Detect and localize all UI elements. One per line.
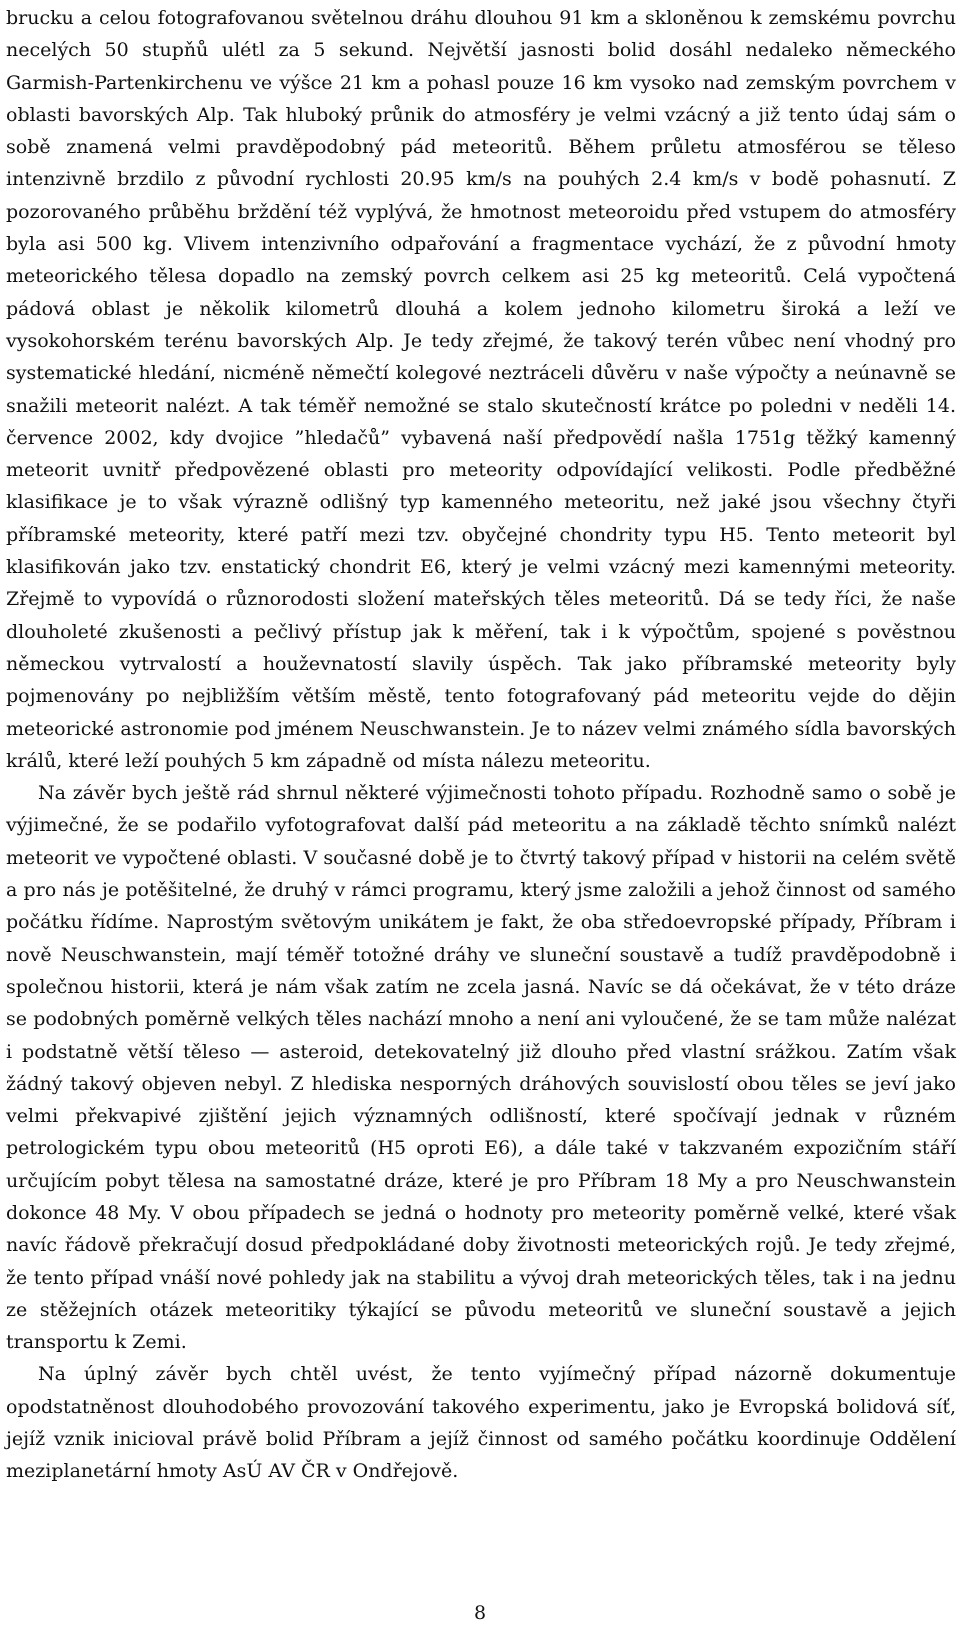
paragraph-2: Na závěr bych ještě rád shrnul některé výjimečnosti tohoto případu. Rozhodně samo o sobě je výjimečné, že se podařilo vyfotografovat další pád meteoritu a na základě těchto snímků nalézt meteorit ve vypočtené oblasti. V současné době je to čtvrtý takový případ v historii na celém světě a pro nás je potěšitelné, že druhý v rámci programu, který jsme založili a jehož činnost od samého počátku řídíme. Naprostým světovým unikátem je fakt, že oba středoevropské případy, Příbram i nově Neuschwanstein, mají téměř totožné dráhy ve sluneční soustavě a tudíž pravděpodobně i společnou historii, která je nám však zatím ne zcela jasná. Navíc se dá očekávat, že v této dráze se podobných poměrně velkých těles nachází mnoho a není ani vyloučené, že se tam může nalézat i podstatně větší těleso — asteroid, detekovatelný již dlouho před vlastní srážkou. Zatím však žádný takový objeven nebyl. Z hlediska nesporných dráhových souvislostí obou těles se jeví jako velmi překvapivé zjištění jejich významných odlišností, které spočívají jednak v různém petrologickém typu obou meteoritů (H5 oproti E6), a dále také v takzvaném expozičním stáří určujícím pobyt tělesa na samostatné dráze, které je pro Příbram 18 My a pro Neuschwanstein dokonce 48 My. V obou případech se jedná o hodnoty pro meteority poměrně velké, které však navíc řádově překračují dosud předpokládané doby životnosti meteorických rojů. Je tedy zřejmé, že tento případ vnáší nové pohledy jak na stabilitu a vývoj drah meteorických těles, tak i na jednu ze stěžejních otázek meteoritiky týkající se původu meteoritů ve sluneční soustavě a jejich transportu k Zemi. xyxy=(6,782,956,1354)
paragraph-3: Na úplný závěr bych chtěl uvést, že tento vyjímečný případ názorně dokumentuje opodstatněnost dlouhodobého provozování takového experimentu, jako je Evropská bolidová síť, jejíž vznik inicioval právě bolid Příbram a jejíž činnost od samého počátku koordinuje Oddělení meziplanetární hmoty AsÚ AV ČR v Ondřejově. xyxy=(6,1363,956,1483)
page-number: 8 xyxy=(473,1602,487,1624)
document-body xyxy=(6,2,956,1488)
paragraph-1: brucku a celou fotografovanou světelnou dráhu dlouhou 91 km a skloněnou k zemskému povrchu necelých 50 stupňů ulétl za 5 sekund. Největší jasnosti bolid dosáhl nedaleko německého Garmish-Partenkirchenu ve výšce 21 km a pohasl pouze 16 km vysoko nad zemským povrchem v oblasti bavorských Alp. Tak hluboký průnik do atmosféry je velmi vzácný a již tento údaj sám o sobě znamená velmi pravděpodobný pád meteoritů. Během průletu atmosférou se těleso intenzivně brzdilo z původní rychlosti 20.95 km/s na pouhých 2.4 km/s v bodě pohasnutí. Z pozorovaného průběhu brždění též vyplývá, že hmotnost meteoroidu před vstupem do atmosféry byla asi 500 kg. Vlivem intenzivního odpařování a fragmentace vychází, že z původní hmoty meteorického tělesa dopadlo na zemský povrch celkem asi 25 kg meteoritů. Celá vypočtená pádová oblast je několik kilometrů dlouhá a kolem jednoho kilometru široká a leží ve vysokohorském terénu bavorských Alp. Je tedy zřejmé, že takový terén vůbec není vhodný pro systematické hledání, nicméně němečtí kolegové neztráceli důvěru v naše výpočty a neúnavně se snažili meteorit nalézt. A tak téměř nemožné se stalo skutečností krátce po poledni v neděli 14. července 2002, kdy dvojice ”hledačů” vybavená naší předpovědí našla 1751g těžký kamenný meteorit uvnitř předpovězené oblasti pro meteority odpovídající velikosti. Podle předběžné klasifikace je to však výrazně odlišný typ kamenného meteoritu, než jaké jsou všechny čtyři příbramské meteority, které patří mezi tzv. obyčejné chondrity typu H5. Tento meteorit byl klasifikován jako tzv. enstatický chondrit E6, který je velmi vzácný mezi kamennými meteority. Zřejmě to vypovídá o různorodosti složení mateřských těles meteoritů. Dá se tedy říci, že naše dlouholeté zkušenosti a pečlivý přístup jak k měření, tak i k výpočtům, spojené s pověstnou německou vytrvalostí a houževnatostí slavily úspěch. Tak jako příbramské meteority byly pojmenovány po nejbližším větším městě, tento fotografovaný pád meteoritu vejde do dějin meteorické astronomie pod jménem Neuschwanstein. Je to název velmi známého sídla bavorských králů, které leží pouhých 5 km západně od místa nálezu meteoritu. xyxy=(6,7,956,772)
